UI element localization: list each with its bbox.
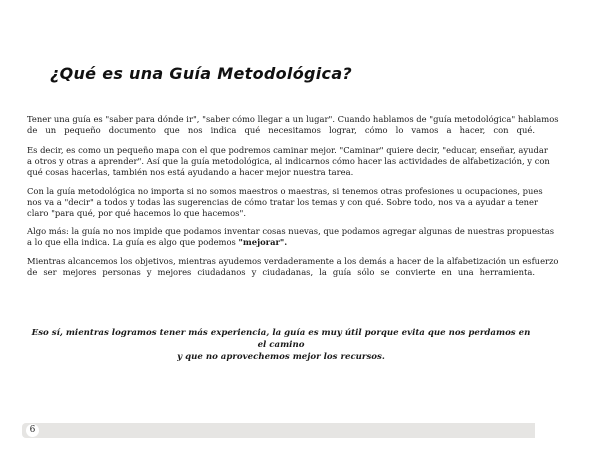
text-line: Tener una guía es "saber para dónde ir", "saber cómo llegar a un lugar". Cuando hablamos de "guía metodológica" hablamos xyxy=(27,114,559,124)
text-line: de ser mejores personas y mejores ciudadanos y ciudadanas, la guía sólo se convierte en una herramienta. xyxy=(27,267,535,277)
paragraph-1 xyxy=(27,114,559,136)
emphasis-text: "mejorar". xyxy=(238,237,288,247)
paragraph-3 xyxy=(27,186,543,219)
paragraph-4 xyxy=(27,226,554,248)
text-line: Es decir, es como un pequeño mapa con el que podremos caminar mejor. "Caminar" quiere decir, "educar, enseñar, ayudar xyxy=(27,145,548,155)
paragraph-2 xyxy=(27,145,550,178)
text-line: a otros y otras a aprender". Así que la guía metodológica, al indicarnos cómo hacer las actividades de alfabetización, y con xyxy=(27,156,550,166)
text-line: de un pequeño documento que nos indica qué necesitamos lograr, cómo lo vamos a hacer, con qué. xyxy=(27,125,535,135)
text-line: Mientras alcancemos los objetivos, mientras ayudemos verdaderamente a los demás a hacer de la alfabetización un esfuerzo xyxy=(27,256,559,266)
quote-line: Eso sí, mientras logramos tener más experiencia, la guía es muy útil porque evita que nos perdamos en el camino xyxy=(31,328,531,350)
footer-bar xyxy=(22,423,535,438)
text-line: Con la guía metodológica no importa si no somos maestros o maestras, si tenemos otras profesiones u ocupaciones, pues xyxy=(27,186,543,196)
paragraph-5 xyxy=(27,256,559,278)
text-line: claro "para qué, por qué hacemos lo que hacemos". xyxy=(27,208,246,218)
page-number: 6 xyxy=(26,424,39,437)
text-line: nos va a "decir" a todos y todas las sugerencias de cómo tratar los temas y con qué. Sobre todo, nos va a ayudar a tener xyxy=(27,197,539,207)
text-segment: a lo que ella indica. La guía es algo que podemos xyxy=(27,237,236,247)
quote-line: y que no aprovechemos mejor los recursos. xyxy=(177,352,385,362)
highlight-quote xyxy=(27,327,535,363)
text-line xyxy=(27,237,535,248)
text-line: Algo más: la guía no nos impide que podamos inventar cosas nuevas, que podamos agregar algunas de nuestras propuestas xyxy=(27,226,554,236)
page-title: ¿Qué es una Guía Metodológica? xyxy=(50,64,352,83)
text-line: qué cosas hacerlas, también nos está ayudando a hacer mejor nuestra tarea. xyxy=(27,167,354,177)
